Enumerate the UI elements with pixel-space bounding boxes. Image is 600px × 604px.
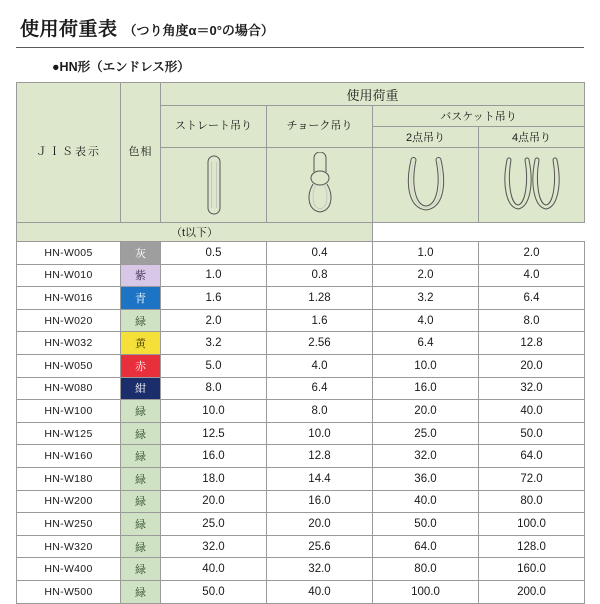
row-value-choke: 0.4	[267, 242, 373, 265]
row-value-straight: 12.5	[161, 422, 267, 445]
row-value-straight: 1.6	[161, 287, 267, 310]
row-color-swatch: 緑	[121, 490, 161, 513]
row-color-swatch: 緑	[121, 513, 161, 536]
row-jis-code: HN-W200	[17, 490, 121, 513]
row-jis-code: HN-W005	[17, 242, 121, 265]
row-value-basket4: 2.0	[479, 242, 585, 265]
header-straight: ストレート吊り	[161, 106, 267, 148]
row-value-straight: 32.0	[161, 535, 267, 558]
row-jis-code: HN-W180	[17, 467, 121, 490]
table-row	[17, 535, 585, 558]
table-row	[17, 264, 585, 287]
row-value-choke: 12.8	[267, 445, 373, 468]
row-jis-code: HN-W020	[17, 309, 121, 332]
row-value-straight: 5.0	[161, 354, 267, 377]
row-color-swatch: 紺	[121, 377, 161, 400]
row-value-basket2: 3.2	[373, 287, 479, 310]
row-value-choke: 14.4	[267, 467, 373, 490]
row-color-swatch: 赤	[121, 354, 161, 377]
row-value-choke: 10.0	[267, 422, 373, 445]
table-row	[17, 467, 585, 490]
row-jis-code: HN-W125	[17, 422, 121, 445]
basket2-illustration-cell	[373, 148, 479, 223]
row-color-swatch: 緑	[121, 558, 161, 581]
table-header-row-1	[17, 83, 585, 106]
row-value-basket2: 10.0	[373, 354, 479, 377]
row-value-straight: 25.0	[161, 513, 267, 536]
row-value-basket2: 1.0	[373, 242, 479, 265]
table-row	[17, 422, 585, 445]
row-jis-code: HN-W100	[17, 400, 121, 423]
row-jis-code: HN-W032	[17, 332, 121, 355]
row-value-choke: 0.8	[267, 264, 373, 287]
row-value-basket4: 64.0	[479, 445, 585, 468]
sling-straight-icon	[199, 152, 229, 218]
row-value-basket2: 25.0	[373, 422, 479, 445]
row-value-straight: 0.5	[161, 242, 267, 265]
table-row	[17, 400, 585, 423]
row-jis-code: HN-W050	[17, 354, 121, 377]
table-row	[17, 354, 585, 377]
row-value-basket4: 20.0	[479, 354, 585, 377]
sling-basket-2point-icon	[403, 152, 449, 218]
sling-basket-4point-icon	[501, 152, 563, 218]
row-color-swatch: 青	[121, 287, 161, 310]
row-value-basket4: 6.4	[479, 287, 585, 310]
working-load-table	[16, 82, 585, 604]
row-color-swatch: 灰	[121, 242, 161, 265]
row-jis-code: HN-W016	[17, 287, 121, 310]
row-value-basket4: 200.0	[479, 580, 585, 603]
row-value-choke: 1.28	[267, 287, 373, 310]
row-value-straight: 16.0	[161, 445, 267, 468]
row-value-straight: 18.0	[161, 467, 267, 490]
header-basket-2point: 2点吊り	[373, 127, 479, 148]
row-value-choke: 4.0	[267, 354, 373, 377]
unit-note-row	[17, 223, 585, 242]
unit-note: （t以下）	[17, 223, 373, 242]
row-value-basket4: 50.0	[479, 422, 585, 445]
table-body	[17, 242, 585, 604]
row-value-straight: 2.0	[161, 309, 267, 332]
row-value-choke: 6.4	[267, 377, 373, 400]
row-color-swatch: 緑	[121, 400, 161, 423]
table-row	[17, 490, 585, 513]
row-value-basket2: 32.0	[373, 445, 479, 468]
header-jis: ＪＩＳ表示	[17, 83, 121, 223]
page-title-sub: （つり角度α＝0°の場合）	[123, 23, 274, 38]
table-row	[17, 558, 585, 581]
header-color: 色相	[121, 83, 161, 223]
row-value-straight: 50.0	[161, 580, 267, 603]
sling-choke-icon	[300, 152, 340, 218]
row-value-basket2: 64.0	[373, 535, 479, 558]
row-value-straight: 8.0	[161, 377, 267, 400]
page-title-main: 使用荷重表	[20, 19, 118, 40]
table-row	[17, 242, 585, 265]
table-row	[17, 332, 585, 355]
row-value-straight: 40.0	[161, 558, 267, 581]
choke-illustration-cell	[267, 148, 373, 223]
row-value-basket4: 80.0	[479, 490, 585, 513]
header-choke: チョーク吊り	[267, 106, 373, 148]
row-jis-code: HN-W500	[17, 580, 121, 603]
row-value-choke: 40.0	[267, 580, 373, 603]
row-value-straight: 1.0	[161, 264, 267, 287]
page-title	[16, 14, 584, 41]
row-color-swatch: 緑	[121, 580, 161, 603]
basket4-illustration-cell	[479, 148, 585, 223]
row-value-choke: 2.56	[267, 332, 373, 355]
header-working-load: 使用荷重	[161, 83, 585, 106]
row-value-choke: 25.6	[267, 535, 373, 558]
row-value-basket4: 128.0	[479, 535, 585, 558]
row-color-swatch: 緑	[121, 445, 161, 468]
row-value-basket4: 40.0	[479, 400, 585, 423]
row-value-basket4: 72.0	[479, 467, 585, 490]
row-color-swatch: 黄	[121, 332, 161, 355]
row-jis-code: HN-W250	[17, 513, 121, 536]
row-color-swatch: 緑	[121, 535, 161, 558]
row-value-basket2: 50.0	[373, 513, 479, 536]
row-value-basket4: 100.0	[479, 513, 585, 536]
table-row	[17, 445, 585, 468]
header-basket-4point: 4点吊り	[479, 127, 585, 148]
row-jis-code: HN-W080	[17, 377, 121, 400]
row-value-basket2: 80.0	[373, 558, 479, 581]
row-jis-code: HN-W160	[17, 445, 121, 468]
row-value-basket4: 160.0	[479, 558, 585, 581]
table-row	[17, 513, 585, 536]
row-jis-code: HN-W400	[17, 558, 121, 581]
row-value-basket2: 100.0	[373, 580, 479, 603]
row-value-basket2: 6.4	[373, 332, 479, 355]
row-value-basket2: 2.0	[373, 264, 479, 287]
row-color-swatch: 緑	[121, 309, 161, 332]
header-basket: バスケット吊り	[373, 106, 585, 127]
row-jis-code: HN-W320	[17, 535, 121, 558]
row-color-swatch: 紫	[121, 264, 161, 287]
row-color-swatch: 緑	[121, 422, 161, 445]
row-jis-code: HN-W010	[17, 264, 121, 287]
row-value-choke: 32.0	[267, 558, 373, 581]
straight-illustration-cell	[161, 148, 267, 223]
title-divider	[16, 47, 584, 48]
row-value-straight: 3.2	[161, 332, 267, 355]
row-value-straight: 10.0	[161, 400, 267, 423]
row-value-choke: 1.6	[267, 309, 373, 332]
row-value-basket2: 4.0	[373, 309, 479, 332]
row-value-choke: 16.0	[267, 490, 373, 513]
row-value-basket2: 40.0	[373, 490, 479, 513]
row-value-basket2: 20.0	[373, 400, 479, 423]
row-value-basket2: 36.0	[373, 467, 479, 490]
row-value-basket4: 32.0	[479, 377, 585, 400]
table-row	[17, 377, 585, 400]
row-value-choke: 8.0	[267, 400, 373, 423]
row-value-choke: 20.0	[267, 513, 373, 536]
row-value-basket2: 16.0	[373, 377, 479, 400]
table-row	[17, 287, 585, 310]
row-value-basket4: 4.0	[479, 264, 585, 287]
row-value-basket4: 8.0	[479, 309, 585, 332]
row-color-swatch: 緑	[121, 467, 161, 490]
section-subtitle: ●HN形（エンドレス形）	[52, 60, 190, 74]
row-value-basket4: 12.8	[479, 332, 585, 355]
row-value-straight: 20.0	[161, 490, 267, 513]
table-row	[17, 309, 585, 332]
